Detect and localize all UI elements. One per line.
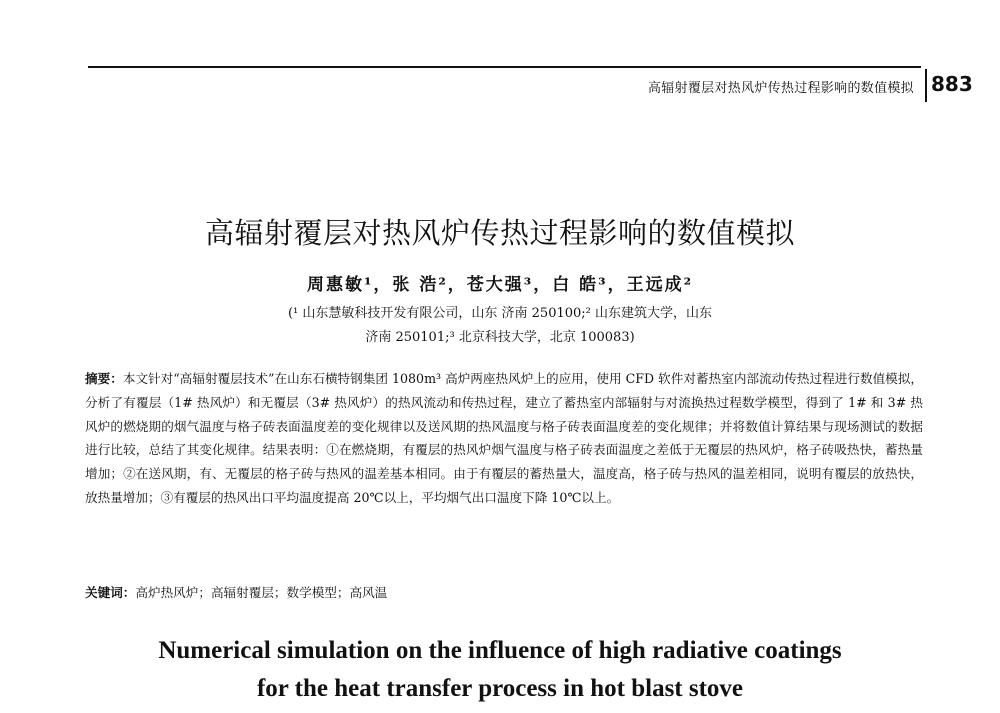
page-number: 883 — [931, 72, 973, 96]
keywords — [85, 582, 923, 601]
english-title-line-1: Numerical simulation on the influence of high radiative coatings — [158, 637, 842, 664]
abstract-label: 摘要： — [85, 371, 123, 386]
keywords-label: 关键词： — [85, 585, 136, 600]
header-rule — [88, 66, 921, 68]
abstract — [85, 367, 923, 510]
english-title-line-2: for the heat transfer process in hot blast stove — [256, 675, 744, 702]
affiliation-line-2: 济南 250101;³ 北京科技大学，北京 100083) — [365, 330, 635, 345]
article-title: 高辐射覆层对热风炉传热过程影响的数值模拟 — [204, 216, 795, 250]
running-title: 高辐射覆层对热风炉传热过程影响的数值模拟 — [647, 81, 914, 96]
keywords-text: 高炉热风炉；高辐射覆层；数学模型；高风温 — [135, 585, 388, 600]
author-list: 周惠敏¹，张 浩²，苍大强³，白 皓³，王远成² — [306, 275, 694, 295]
abstract-text: 本文针对“高辐射覆层技术”在山东石横特钢集团 1080m³ 高炉两座热风炉上的应用，使用 CFD 软件对蓄热室内部流动传热过程进行数值模拟，分析了有覆层（1# 热风炉）和无覆层（3# 热风炉）的热风流动和传热过程，建立了蓄热室内部辐射与对流换热过程数学模型，得到了 1# 和 3# 热风炉的燃烧期的烟气温度与格子砖表面温度差的变化规律以及送风期的热风温度与格子砖表面温度差的变化规律；并将数值计算结果与现场测试的数据进行比较，总结了其变化规律。结果表明：①在燃烧期，有覆层的热风炉烟气温度与格子砖表面温度之差低于无覆层的热风炉，格子砖吸热快，蓄热量增加；②在送风期，有、无覆层的格子砖与热风的温差基本相同。由于有覆层的蓄热量大，温度高，格子砖与热风的温差相同，说明有覆层的放热快，放热量增加；③有覆层的热风出口平均温度提高 20℃以上，平均烟气出口温度下降 10℃以上。 — [85, 371, 924, 505]
affiliation-line-1: (¹ 山东慧敏科技开发有限公司，山东 济南 250100;² 山东建筑大学，山东 — [287, 306, 713, 321]
header-divider — [925, 69, 927, 102]
